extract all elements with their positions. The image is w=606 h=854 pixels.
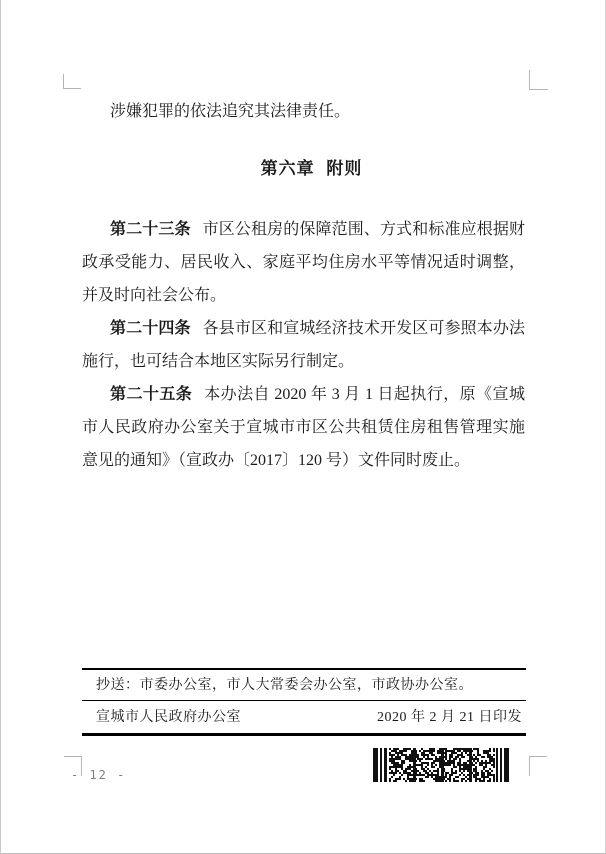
article-24-label: 第二十四条	[110, 320, 191, 337]
article-24	[82, 312, 525, 378]
article-23-label: 第二十三条	[110, 221, 191, 238]
article-25-label: 第二十五条	[110, 386, 193, 403]
footer-issue-row	[82, 705, 526, 731]
document-body	[82, 95, 525, 477]
chapter-heading: 第六章 附则	[260, 159, 363, 178]
article-23-text: 市区公租房的保障范围、方式和标准应根据财政承受能力、居民收入、家庭平均住房水平等情况适时调整，并及时向社会公布。	[82, 221, 525, 304]
print-date: 2020 年 2 月 21 日印发	[377, 710, 522, 725]
cc-line: 抄送：市委办公室，市人大常委会办公室，市政协办公室。	[96, 678, 473, 693]
issuer-name: 宣城市人民政府办公室	[96, 710, 241, 725]
article-25	[82, 378, 525, 477]
crop-mark-top-right-icon	[529, 70, 548, 90]
crop-mark-top-left-icon	[63, 74, 81, 89]
document-barcode	[373, 748, 509, 782]
article-23	[82, 213, 525, 312]
article-25-text: 本办法自 2020 年 3 月 1 日起执行，原《宣城市人民政府办公室关于宣城市市区公共租赁住房租售管理实施意见的通知》（宣政办〔2017〕120 号）文件同时废止。	[82, 386, 525, 469]
page-number: - 12 -	[71, 768, 127, 782]
footer-cc-row	[82, 673, 526, 699]
footer-rule-bottom	[82, 733, 526, 736]
paragraph-continuation: 涉嫌犯罪的依法追究其法律责任。	[110, 103, 351, 120]
footer-rule-middle	[82, 700, 526, 701]
crop-mark-bottom-right-icon	[529, 756, 547, 776]
article-24-text: 各县市区和宣城经济技术开发区可参照本办法施行，也可结合本地区实际另行制定。	[82, 320, 525, 370]
footer-rule-top	[82, 668, 526, 670]
